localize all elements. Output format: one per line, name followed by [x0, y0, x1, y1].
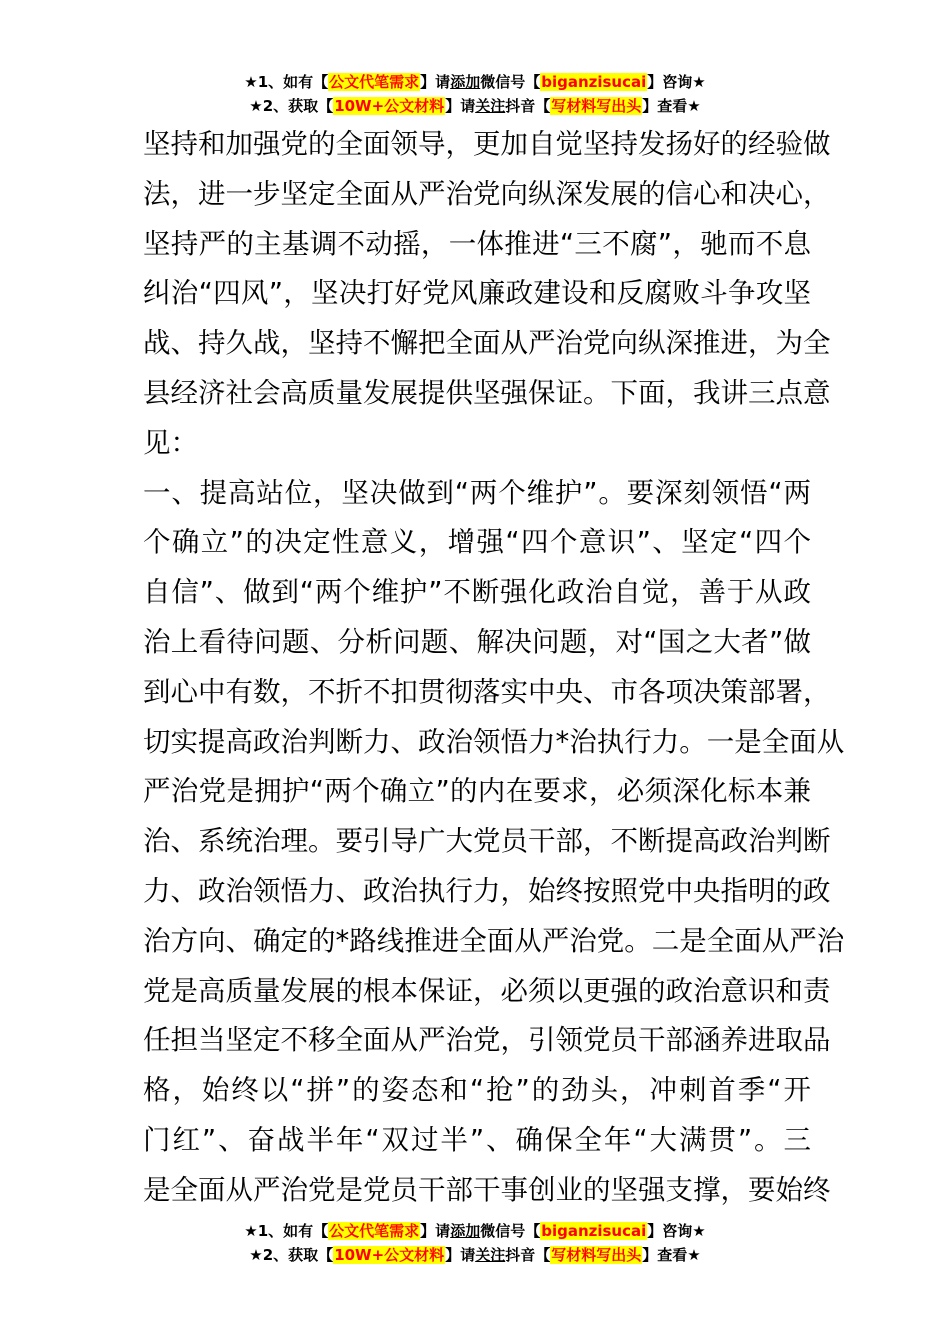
banner-text: ★1、如有【 — [244, 1222, 329, 1240]
body-line: 治上看待问题、分析问题、解决问题，对“国之大者”做 — [143, 625, 811, 658]
banner-text: ★2、获取【 — [249, 1246, 334, 1264]
banner-line-2 — [0, 94, 950, 118]
body-line: 力、政治领悟力、政治执行力，始终按照党中央指明的政 — [143, 874, 831, 907]
highlight-wechat-id: biganzisucai — [541, 73, 647, 91]
body-line: 个确立”的决定性意义，增强“四个意识”、坚定“四个 — [143, 526, 811, 559]
body-line: 格，始终以“拼”的姿态和“抢”的劲头，冲刺首季“开 — [143, 1074, 811, 1107]
highlight-douyin-account: 写材料写出头 — [551, 97, 642, 115]
banner-text: 】查看★ — [642, 97, 701, 115]
banner-text: 】请 — [420, 73, 451, 91]
banner-underlined-text: 关注 — [475, 97, 506, 115]
body-line: 战、持久战，坚持不懈把全面从严治党向纵深推进，为全 — [143, 327, 831, 360]
banner-text: 】咨询★ — [647, 1222, 706, 1240]
body-line: 门红”、奋战半年“双过半”、确保全年“大满贯”。三 — [143, 1123, 811, 1156]
highlight-wechat-id: biganzisucai — [541, 1222, 647, 1240]
body-line: 治、系统治理。要引导广大党员干部，不断提高政治判断 — [143, 825, 831, 858]
banner-text: 微信号【 — [480, 73, 541, 91]
section-heading-line: 一、提高站位，坚决做到“两个维护”。要深刻领悟“两 — [143, 476, 811, 509]
body-line: 党是高质量发展的根本保证，必须以更强的政治意识和责 — [143, 974, 831, 1007]
banner-text: 抖音【 — [505, 97, 551, 115]
banner-text: 微信号【 — [480, 1222, 541, 1240]
highlight-service: 公文代笔需求 — [329, 73, 420, 91]
body-line: 纠治“四风”，坚决打好党风廉政建设和反腐败斗争攻坚 — [143, 277, 811, 310]
body-line: 是全面从严治党是党员干部干事创业的坚强支撑，要始终 — [143, 1173, 831, 1206]
highlight-service: 公文代笔需求 — [329, 1222, 420, 1240]
body-line: 严治党是拥护“两个确立”的内在要求，必须深化标本兼 — [143, 775, 811, 808]
body-line: 坚持严的主基调不动摇，一体推进“三不腐”，驰而不息 — [143, 227, 811, 260]
banner-text: 】查看★ — [642, 1246, 701, 1264]
banner-underlined-text: 添加 — [450, 73, 481, 91]
body-line: 县经济社会高质量发展提供坚强保证。下面，我讲三点意 — [143, 376, 831, 409]
banner-text: 抖音【 — [505, 1246, 551, 1264]
body-line: 见： — [143, 426, 198, 459]
banner-text: 】请 — [420, 1222, 451, 1240]
banner-text: 】请 — [445, 97, 476, 115]
body-line: 任担当坚定不移全面从严治党，引领党员干部涵养进取品 — [143, 1024, 831, 1057]
highlight-materials: 10W+公文材料 — [334, 97, 445, 115]
banner-line-2 — [0, 1243, 950, 1267]
body-line: 自信”、做到“两个维护”不断强化政治自觉，善于从政 — [143, 576, 811, 609]
banner-text: ★2、获取【 — [249, 97, 334, 115]
body-line: 治方向、确定的*路线推进全面从严治党。二是全面从严治 — [143, 924, 845, 957]
document-body — [143, 120, 845, 1216]
header-banner — [0, 70, 950, 118]
banner-text: 】请 — [445, 1246, 476, 1264]
banner-underlined-text: 关注 — [475, 1246, 506, 1264]
footer-banner — [0, 1219, 950, 1267]
banner-underlined-text: 添加 — [450, 1222, 481, 1240]
body-line: 切实提高政治判断力、政治领悟力*治执行力。一是全面从 — [143, 725, 845, 758]
body-line: 坚持和加强党的全面领导，更加自觉坚持发扬好的经验做 — [143, 128, 831, 160]
banner-text: ★1、如有【 — [244, 73, 329, 91]
banner-line-1 — [0, 1219, 950, 1243]
body-line: 法，进一步坚定全面从严治党向纵深发展的信心和决心， — [143, 177, 831, 210]
highlight-materials: 10W+公文材料 — [334, 1246, 445, 1264]
banner-text: 】咨询★ — [647, 73, 706, 91]
body-line: 到心中有数，不折不扣贯彻落实中央、市各项决策部署， — [143, 675, 831, 708]
highlight-douyin-account: 写材料写出头 — [551, 1246, 642, 1264]
banner-line-1 — [0, 70, 950, 94]
